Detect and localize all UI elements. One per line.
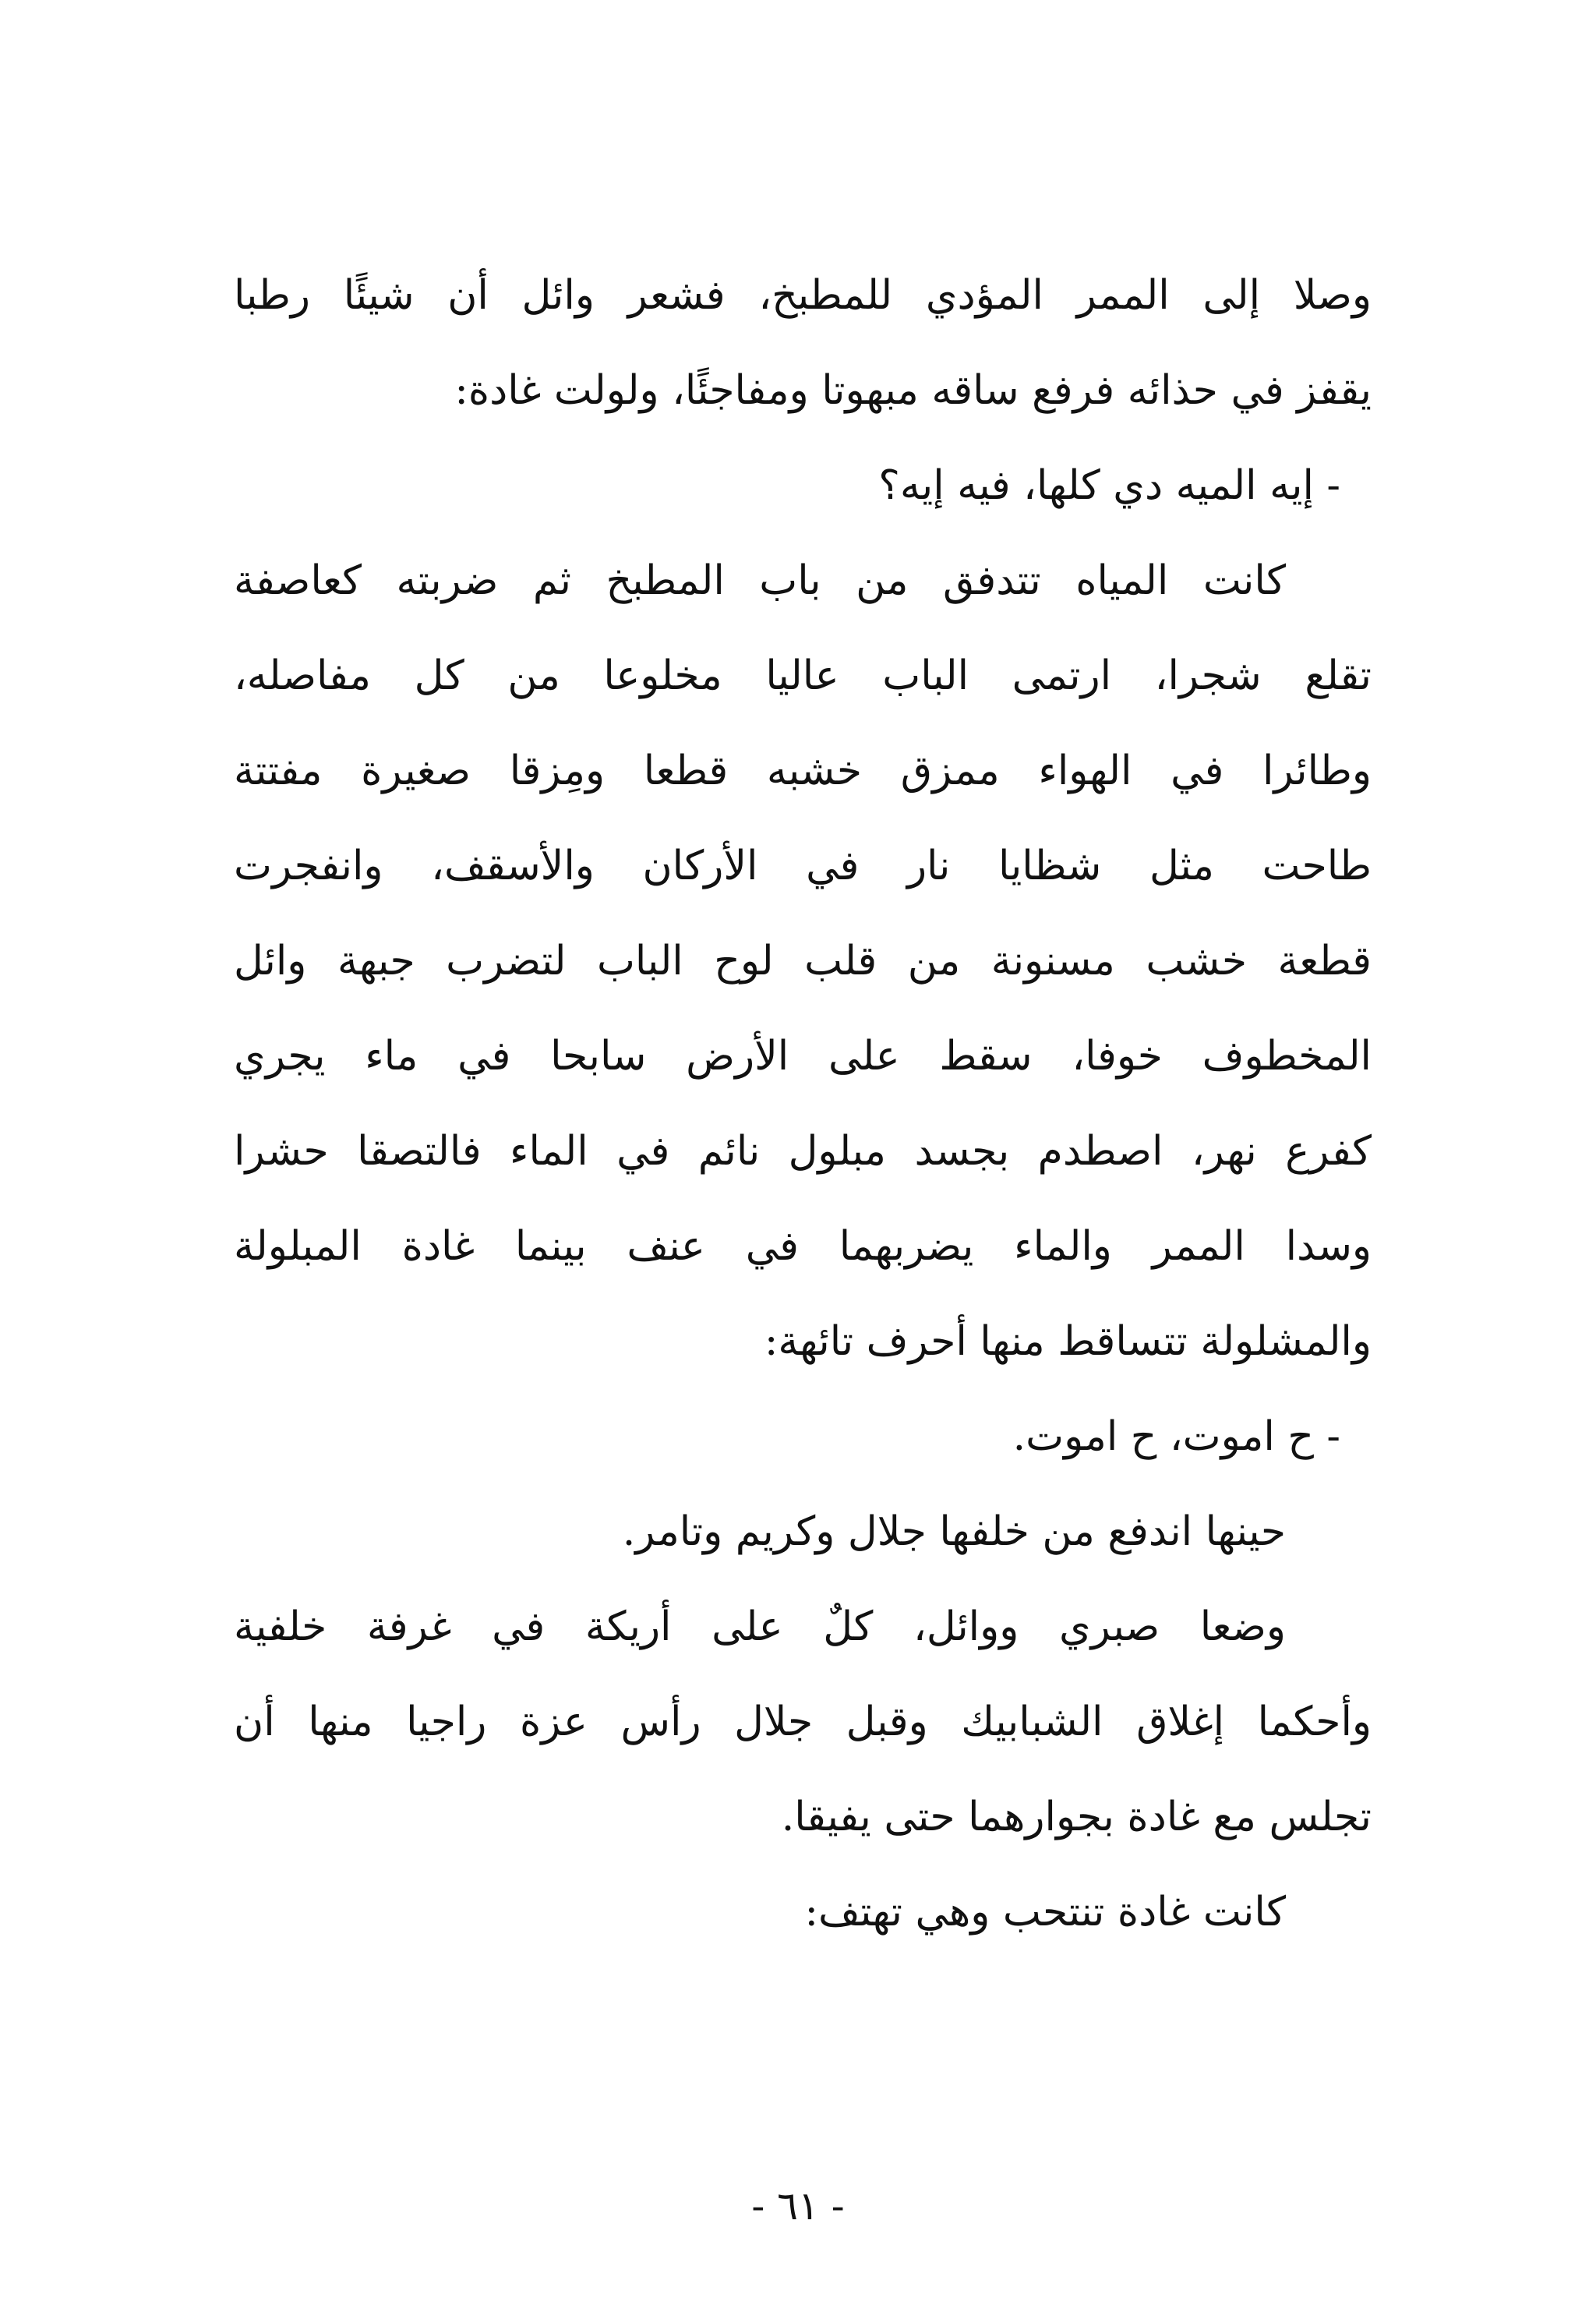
text-line: وصلا إلى الممر المؤدي للمطبخ، فشعر وائل أن شيئًا رطبا bbox=[234, 272, 1372, 319]
text-line: تجلس مع غادة بجوارهما حتى يفيقا. bbox=[781, 1794, 1372, 1840]
dialogue-line: - ح اموت، ح اموت. bbox=[1012, 1413, 1340, 1460]
text-line: حينها اندفع من خلفها جلال وكريم وتامر. bbox=[622, 1508, 1286, 1555]
text-line: كانت المياه تتدفق من باب المطبخ ثم ضربته كعاصفة bbox=[234, 557, 1286, 604]
text-line: والمشلولة تتساقط منها أحرف تائهة: bbox=[764, 1318, 1372, 1365]
text-line: كفرع نهر، اصطدم بجسد مبلول نائم في الماء فالتصقا حشرا bbox=[234, 1128, 1372, 1175]
text-line: وسدا الممر والماء يضربهما في عنف بينما غادة المبلولة bbox=[234, 1223, 1372, 1270]
page-number: - ٦١ - bbox=[751, 2183, 845, 2229]
text-line: وطائرا في الهواء ممزق خشبه قطعا ومِزقا صغيرة مفتتة bbox=[234, 748, 1372, 794]
body-text bbox=[234, 248, 1372, 1960]
dialogue-line: - إيه الميه دي كلها، فيه إيه؟ bbox=[878, 462, 1340, 509]
text-line: وأحكما إغلاق الشبابيك وقبل جلال رأس عزة راجيا منها أن bbox=[234, 1699, 1372, 1745]
text-line: وضعا صبري ووائل، كلٌ على أريكة في غرفة خلفية bbox=[234, 1603, 1286, 1650]
text-line: يقفز في حذائه فرفع ساقه مبهوتا ومفاجئًا، ولولت غادة: bbox=[454, 367, 1372, 414]
text-line: قطعة خشب مسنونة من قلب لوح الباب لتضرب جبهة وائل bbox=[234, 938, 1372, 985]
text-line: كانت غادة تنتحب وهي تهتف: bbox=[804, 1889, 1286, 1936]
text-line: طاحت مثل شظايا نار في الأركان والأسقف، وانفجرت bbox=[234, 843, 1372, 889]
text-line: تقلع شجرا، ارتمى الباب عاليا مخلوعا من كل مفاصله، bbox=[234, 652, 1372, 699]
text-line: المخطوف خوفا، سقط على الأرض سابحا في ماء يجري bbox=[234, 1033, 1372, 1080]
